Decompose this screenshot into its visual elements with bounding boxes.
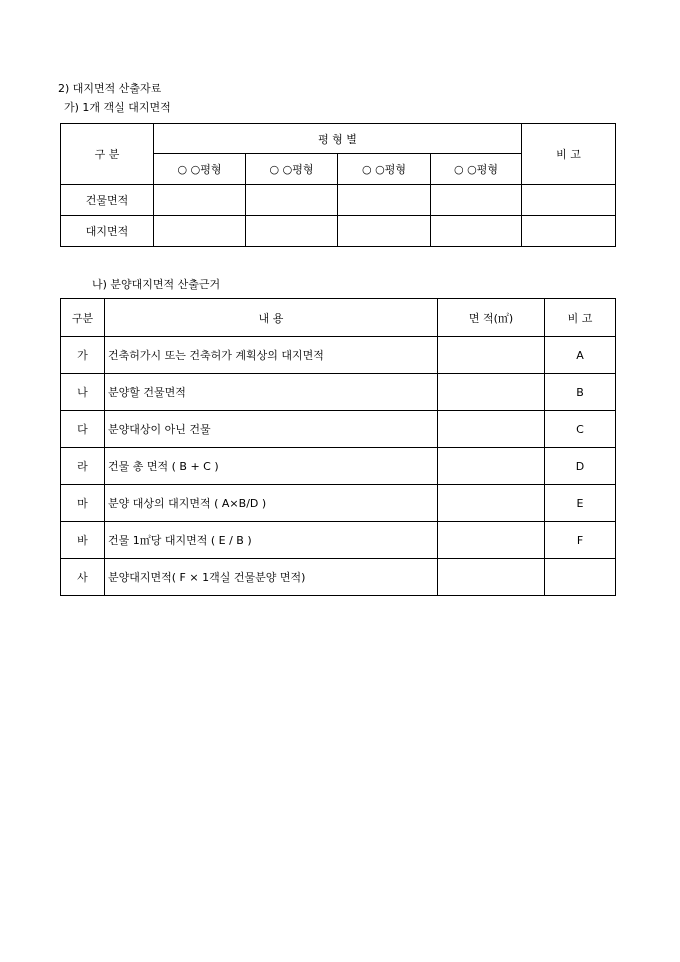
subsection-b-title: 나) 분양대지면적 산출근거 — [92, 278, 221, 291]
room-land-area-table — [60, 123, 616, 247]
type-col-3: ○ ○평형 — [338, 154, 431, 185]
type-col-2: ○ ○평형 — [246, 154, 338, 185]
header-note: 비 고 — [522, 124, 616, 185]
row-note: E — [545, 485, 616, 522]
row-code: 가 — [61, 337, 105, 374]
subsection-a-title: 가) 1개 객실 대지면적 — [64, 101, 171, 114]
row-area — [438, 559, 545, 596]
cell — [522, 216, 616, 247]
row-note — [545, 559, 616, 596]
cell — [431, 185, 522, 216]
row-area — [438, 448, 545, 485]
cell — [338, 185, 431, 216]
row-content: 분양 대상의 대지면적 ( A×B/D ) — [105, 485, 438, 522]
row-code: 바 — [61, 522, 105, 559]
type-col-1: ○ ○평형 — [154, 154, 246, 185]
row-code: 사 — [61, 559, 105, 596]
cell — [338, 216, 431, 247]
row-area — [438, 337, 545, 374]
cell — [154, 216, 246, 247]
row-label-building-area: 건물면적 — [61, 185, 154, 216]
row-area — [438, 374, 545, 411]
row-code: 마 — [61, 485, 105, 522]
row-note: F — [545, 522, 616, 559]
cell — [522, 185, 616, 216]
table-row — [61, 448, 616, 485]
row-content: 건물 1㎡당 대지면적 ( E / B ) — [105, 522, 438, 559]
header-note: 비 고 — [545, 299, 616, 337]
row-label-land-area: 대지면적 — [61, 216, 154, 247]
sale-land-area-table — [60, 298, 616, 596]
table-row — [61, 374, 616, 411]
cell — [246, 185, 338, 216]
row-content: 분양대상이 아닌 건물 — [105, 411, 438, 448]
row-content: 건물 총 면적 ( B + C ) — [105, 448, 438, 485]
section-title: 2) 대지면적 산출자료 — [58, 82, 162, 95]
table-row — [61, 559, 616, 596]
row-code: 다 — [61, 411, 105, 448]
cell — [246, 216, 338, 247]
row-content: 분양대지면적( F × 1객실 건물분양 면적) — [105, 559, 438, 596]
row-area — [438, 411, 545, 448]
table-row — [61, 522, 616, 559]
row-note: B — [545, 374, 616, 411]
header-area: 면 적(㎡) — [438, 299, 545, 337]
table-row — [61, 337, 616, 374]
table-row — [61, 185, 616, 216]
cell — [154, 185, 246, 216]
type-col-4: ○ ○평형 — [431, 154, 522, 185]
row-note: A — [545, 337, 616, 374]
row-content: 분양할 건물면적 — [105, 374, 438, 411]
table-row — [61, 216, 616, 247]
row-code: 라 — [61, 448, 105, 485]
row-content: 건축허가시 또는 건축허가 계획상의 대지면적 — [105, 337, 438, 374]
table-row — [61, 411, 616, 448]
header-type: 평 형 별 — [154, 124, 522, 154]
row-note: D — [545, 448, 616, 485]
header-gubun: 구분 — [61, 299, 105, 337]
row-code: 나 — [61, 374, 105, 411]
row-area — [438, 485, 545, 522]
table-row — [61, 485, 616, 522]
row-note: C — [545, 411, 616, 448]
header-content: 내 용 — [105, 299, 438, 337]
header-gubun: 구 분 — [61, 124, 154, 185]
cell — [431, 216, 522, 247]
row-area — [438, 522, 545, 559]
